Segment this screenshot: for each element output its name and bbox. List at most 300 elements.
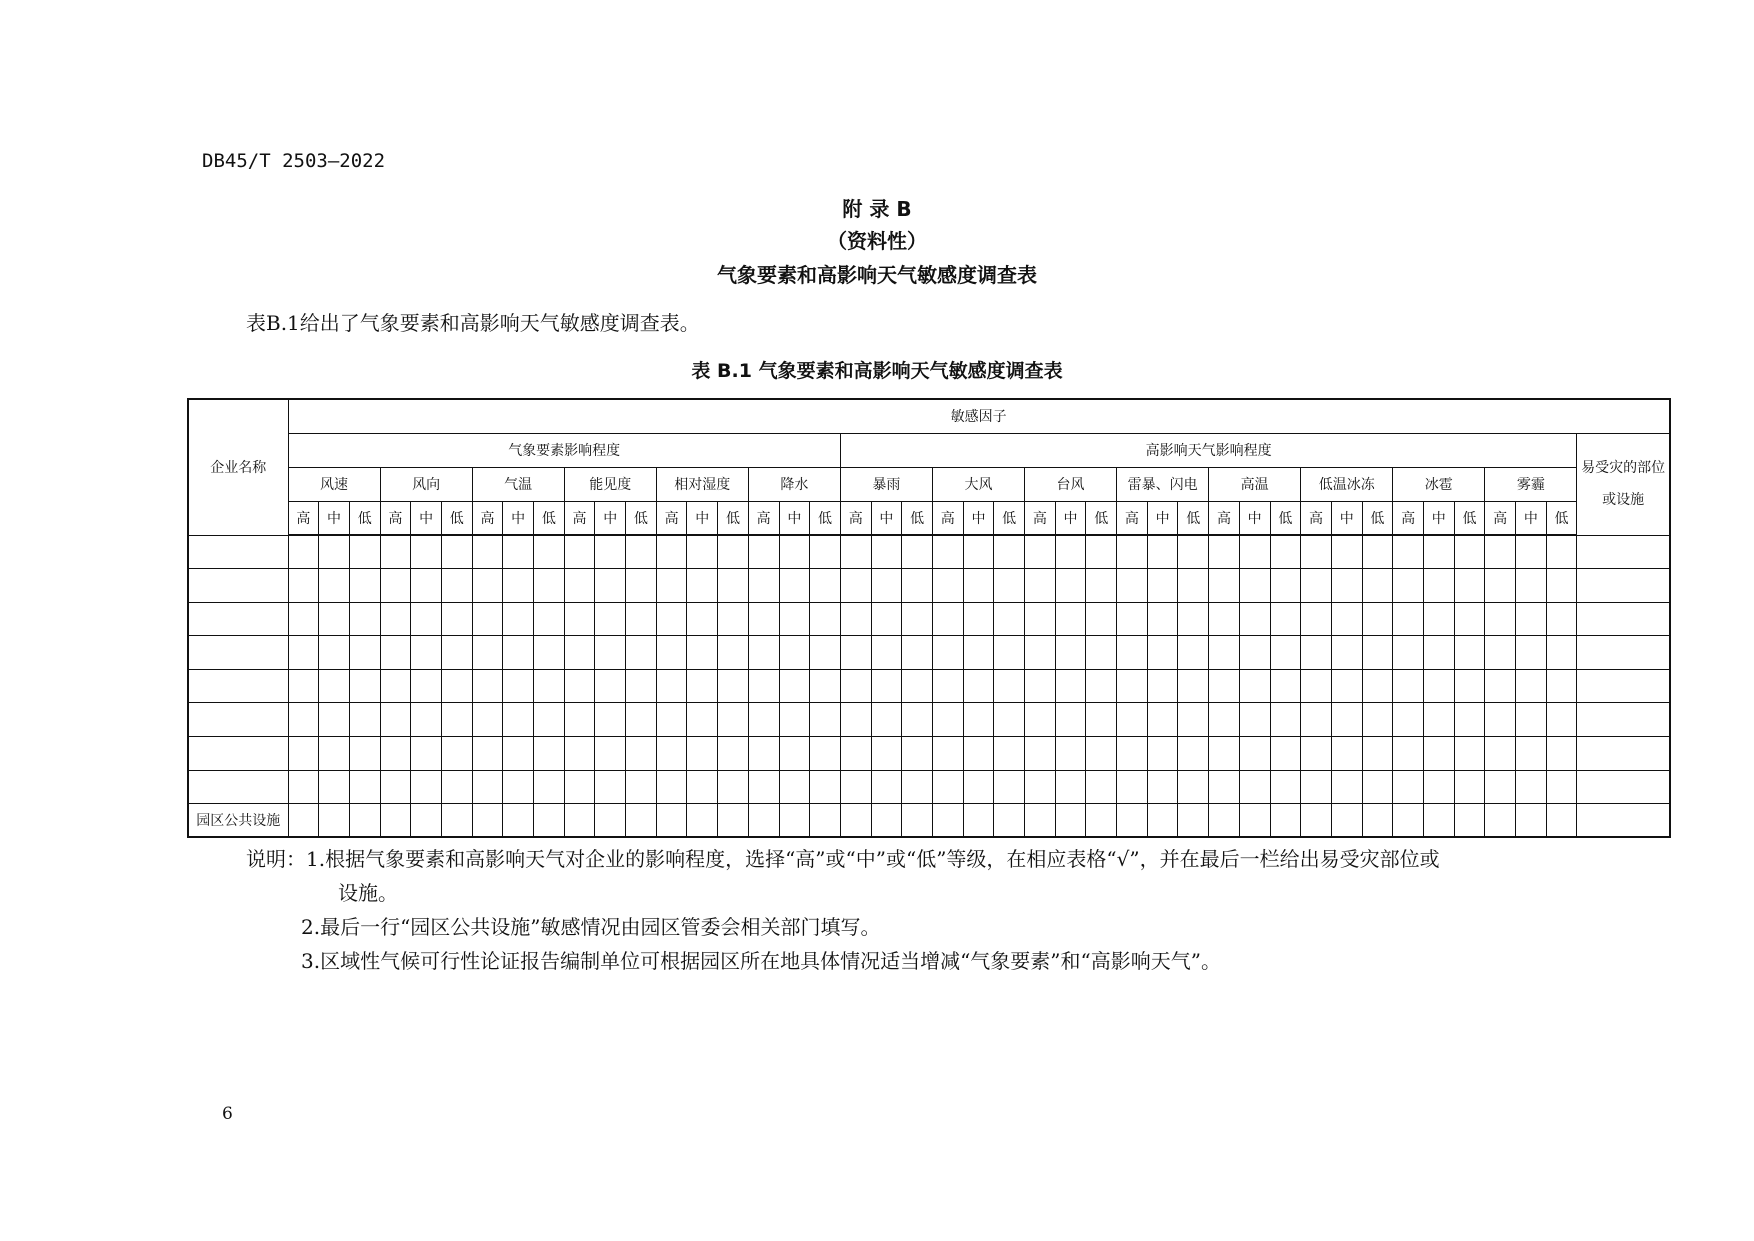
- table-cell: [441, 770, 472, 804]
- table-cell: [748, 669, 779, 703]
- table-cell: [595, 636, 626, 670]
- table-cell: [687, 602, 718, 636]
- table-cell: [1025, 703, 1056, 737]
- table-cell: [1239, 569, 1270, 603]
- company-name-cell: [188, 602, 288, 636]
- table-cell: [1301, 535, 1332, 569]
- table-cell: [1178, 602, 1209, 636]
- table-cell: [503, 535, 534, 569]
- table-cell: [1086, 602, 1117, 636]
- table-cell: [1577, 804, 1670, 838]
- table-cell: [1178, 669, 1209, 703]
- table-cell: [319, 602, 350, 636]
- header-row-levels: [188, 501, 1670, 535]
- level-header: 高: [1117, 501, 1148, 535]
- table-cell: [411, 703, 442, 737]
- table-cell: [595, 535, 626, 569]
- appendix-nature: （资料性）: [827, 229, 927, 253]
- table-cell: [963, 569, 994, 603]
- table-cell: [1147, 535, 1178, 569]
- table-cell: [1301, 636, 1332, 670]
- table-cell: [1577, 703, 1670, 737]
- table-cell: [319, 804, 350, 838]
- table-cell: [349, 804, 380, 838]
- notes-section: [246, 842, 1440, 978]
- table-cell: [1301, 770, 1332, 804]
- table-cell: [349, 770, 380, 804]
- table-cell: [534, 636, 565, 670]
- level-header: 高: [1301, 501, 1332, 535]
- company-name-cell: [188, 535, 288, 569]
- table-cell: [1485, 669, 1516, 703]
- table-row: [188, 535, 1670, 569]
- table-cell: [1025, 669, 1056, 703]
- table-cell: [472, 535, 503, 569]
- table-cell: [902, 636, 933, 670]
- table-cell: [319, 703, 350, 737]
- table-cell: [1362, 804, 1393, 838]
- table-cell: [1055, 770, 1086, 804]
- level-header: 低: [1546, 501, 1577, 535]
- table-cell: [1546, 636, 1577, 670]
- table-cell: [779, 636, 810, 670]
- table-cell: [810, 602, 841, 636]
- page-number: 6: [222, 1104, 233, 1124]
- table-cell: [1423, 804, 1454, 838]
- table-cell: [1209, 804, 1240, 838]
- table-cell: [288, 535, 319, 569]
- table-cell: [441, 703, 472, 737]
- meteo-group-header: 气象要素影响程度: [288, 433, 840, 467]
- table-cell: [595, 669, 626, 703]
- table-cell: [1025, 569, 1056, 603]
- factor-header: 相对湿度: [656, 467, 748, 501]
- level-header: 高: [1393, 501, 1424, 535]
- table-cell: [1577, 669, 1670, 703]
- table-cell: [1055, 602, 1086, 636]
- table-cell: [1331, 669, 1362, 703]
- table-cell: [288, 770, 319, 804]
- table-cell: [1239, 770, 1270, 804]
- table-cell: [718, 602, 749, 636]
- table-cell: [1393, 770, 1424, 804]
- table-cell: [1209, 669, 1240, 703]
- factor-header: 台风: [1025, 467, 1117, 501]
- table-cell: [1147, 569, 1178, 603]
- table-cell: [902, 602, 933, 636]
- table-cell: [810, 569, 841, 603]
- table-cell: [626, 636, 657, 670]
- table-cell: [1577, 636, 1670, 670]
- table-cell: [1393, 569, 1424, 603]
- table-cell: [779, 770, 810, 804]
- table-cell: [902, 569, 933, 603]
- table-cell: [534, 703, 565, 737]
- table-cell: [1025, 804, 1056, 838]
- table-cell: [656, 535, 687, 569]
- table-cell: [1270, 770, 1301, 804]
- table-cell: [1239, 804, 1270, 838]
- table-cell: [902, 669, 933, 703]
- table-cell: [534, 602, 565, 636]
- table-cell: [963, 602, 994, 636]
- table-cell: [1209, 569, 1240, 603]
- table-cell: [1362, 770, 1393, 804]
- level-header: 低: [810, 501, 841, 535]
- table-cell: [1362, 569, 1393, 603]
- table-cell: [1331, 737, 1362, 771]
- table-cell: [810, 804, 841, 838]
- table-caption: 表 B.1 气象要素和高影响天气敏感度调查表: [691, 360, 1063, 382]
- level-header: 中: [1147, 501, 1178, 535]
- table-cell: [1454, 669, 1485, 703]
- table-cell: [994, 703, 1025, 737]
- table-cell: [1117, 602, 1148, 636]
- table-cell: [349, 535, 380, 569]
- table-cell: [1147, 602, 1178, 636]
- table-cell: [656, 703, 687, 737]
- factor-header: 冰雹: [1393, 467, 1485, 501]
- table-cell: [902, 535, 933, 569]
- table-cell: [1117, 636, 1148, 670]
- table-cell: [349, 602, 380, 636]
- level-header: 高: [1209, 501, 1240, 535]
- table-cell: [441, 636, 472, 670]
- table-cell: [1454, 770, 1485, 804]
- table-cell: [1362, 703, 1393, 737]
- table-cell: [380, 804, 411, 838]
- level-header: 高: [656, 501, 687, 535]
- table-cell: [1178, 770, 1209, 804]
- table-cell: [1178, 636, 1209, 670]
- table-cell: [932, 703, 963, 737]
- company-name-cell: [188, 703, 288, 737]
- table-cell: [1178, 804, 1209, 838]
- table-cell: [902, 770, 933, 804]
- level-header: 低: [718, 501, 749, 535]
- table-cell: [288, 636, 319, 670]
- appendix-title: 气象要素和高影响天气敏感度调查表: [717, 263, 1037, 287]
- table-cell: [932, 636, 963, 670]
- table-cell: [411, 804, 442, 838]
- table-cell: [902, 804, 933, 838]
- company-name-cell: [188, 636, 288, 670]
- table-cell: [1239, 669, 1270, 703]
- table-cell: [1270, 602, 1301, 636]
- table-cell: [1577, 770, 1670, 804]
- table-cell: [718, 636, 749, 670]
- table-cell: [1209, 636, 1240, 670]
- table-cell: [380, 703, 411, 737]
- table-cell: [779, 535, 810, 569]
- level-header: 中: [1423, 501, 1454, 535]
- table-cell: [411, 636, 442, 670]
- note-item-3: 3.区域性气候可行性论证报告编制单位可根据园区所在地具体情况适当增减“气象要素”和“高影响天气”。: [301, 949, 1221, 973]
- table-cell: [656, 804, 687, 838]
- company-name-cell: [188, 569, 288, 603]
- table-cell: [963, 737, 994, 771]
- table-cell: [1055, 737, 1086, 771]
- factor-header: 气温: [472, 467, 564, 501]
- table-cell: [1546, 669, 1577, 703]
- table-cell: [994, 669, 1025, 703]
- table-cell: [779, 669, 810, 703]
- table-cell: [1454, 703, 1485, 737]
- table-cell: [779, 703, 810, 737]
- table-cell: [1516, 770, 1547, 804]
- table-cell: [503, 602, 534, 636]
- appendix-label: 附 录 B: [842, 197, 912, 221]
- table-cell: [1423, 636, 1454, 670]
- table-cell: [748, 535, 779, 569]
- table-cell: [595, 804, 626, 838]
- table-cell: [871, 737, 902, 771]
- table-cell: [1117, 569, 1148, 603]
- level-header: 中: [1331, 501, 1362, 535]
- table-cell: [1117, 804, 1148, 838]
- table-cell: [564, 669, 595, 703]
- table-cell: [503, 737, 534, 771]
- table-cell: [994, 569, 1025, 603]
- table-cell: [349, 737, 380, 771]
- table-cell: [1362, 535, 1393, 569]
- table-cell: [687, 636, 718, 670]
- sensitivity-survey-table: [187, 398, 1671, 838]
- table-cell: [595, 703, 626, 737]
- table-cell: [994, 737, 1025, 771]
- notes-prefix: 说明：: [246, 847, 306, 871]
- table-cell: [932, 770, 963, 804]
- level-header: 高: [840, 501, 871, 535]
- table-cell: [1270, 535, 1301, 569]
- table-cell: [1147, 636, 1178, 670]
- table-cell: [441, 669, 472, 703]
- table-cell: [840, 804, 871, 838]
- table-cell: [441, 804, 472, 838]
- table-cell: [288, 737, 319, 771]
- table-cell: [932, 602, 963, 636]
- note-item-1: [246, 842, 1440, 876]
- table-cell: [626, 804, 657, 838]
- standard-code: DB45/T 2503—2022: [202, 150, 386, 172]
- level-header: 高: [1025, 501, 1056, 535]
- table-cell: [1209, 770, 1240, 804]
- factor-header: 暴雨: [840, 467, 932, 501]
- level-header: 中: [1516, 501, 1547, 535]
- level-header: 低: [994, 501, 1025, 535]
- table-cell: [687, 669, 718, 703]
- table-cell: [1239, 602, 1270, 636]
- table-cell: [595, 770, 626, 804]
- table-cell: [411, 569, 442, 603]
- table-cell: [1055, 703, 1086, 737]
- table-cell: [534, 569, 565, 603]
- table-cell: [1516, 636, 1547, 670]
- table-cell: [840, 636, 871, 670]
- table-cell: [534, 669, 565, 703]
- table-cell: [1546, 703, 1577, 737]
- table-cell: [963, 535, 994, 569]
- level-header: 中: [1055, 501, 1086, 535]
- table-cell: [1209, 535, 1240, 569]
- level-header: 中: [411, 501, 442, 535]
- table-cell: [1301, 703, 1332, 737]
- table-cell: [411, 737, 442, 771]
- level-header: 中: [319, 501, 350, 535]
- table-cell: [1546, 602, 1577, 636]
- company-name-cell: [188, 770, 288, 804]
- table-cell: [871, 602, 902, 636]
- table-cell: [810, 535, 841, 569]
- level-header: 低: [534, 501, 565, 535]
- table-cell: [810, 669, 841, 703]
- table-cell: [932, 669, 963, 703]
- table-cell: [1516, 569, 1547, 603]
- table-cell: [1516, 669, 1547, 703]
- table-cell: [380, 535, 411, 569]
- table-cell: [626, 602, 657, 636]
- table-cell: [1147, 703, 1178, 737]
- table-cell: [1086, 804, 1117, 838]
- table-cell: [748, 770, 779, 804]
- table-cell: [687, 569, 718, 603]
- table-row: [188, 737, 1670, 771]
- table-cell: [411, 602, 442, 636]
- table-cell: [718, 770, 749, 804]
- table-cell: [595, 737, 626, 771]
- table-row: [188, 636, 1670, 670]
- factor-header: 雾霾: [1485, 467, 1577, 501]
- table-cell: [564, 636, 595, 670]
- table-cell: [871, 535, 902, 569]
- table-cell: [1086, 737, 1117, 771]
- table-cell: [1270, 669, 1301, 703]
- table-row: [188, 770, 1670, 804]
- note-item-2: 2.最后一行“园区公共设施”敏感情况由园区管委会相关部门填写。: [301, 915, 881, 939]
- table-cell: [840, 569, 871, 603]
- table-cell: [748, 737, 779, 771]
- table-cell: [748, 569, 779, 603]
- level-header: 低: [1086, 501, 1117, 535]
- table-cell: [1147, 669, 1178, 703]
- table-cell: [1025, 602, 1056, 636]
- table-cell: [1546, 535, 1577, 569]
- table-cell: [1423, 535, 1454, 569]
- table-cell: [319, 535, 350, 569]
- table-cell: [932, 569, 963, 603]
- table-cell: [1025, 770, 1056, 804]
- table-cell: [1331, 602, 1362, 636]
- table-cell: [288, 804, 319, 838]
- table-cell: [1546, 804, 1577, 838]
- table-cell: [626, 703, 657, 737]
- table-cell: [1209, 602, 1240, 636]
- table-cell: [503, 569, 534, 603]
- table-cell: [1423, 703, 1454, 737]
- table-cell: [779, 737, 810, 771]
- table-cell: [1209, 703, 1240, 737]
- table-cell: [718, 569, 749, 603]
- table-cell: [411, 669, 442, 703]
- table-cell: [1331, 804, 1362, 838]
- table-cell: [534, 770, 565, 804]
- table-cell: [994, 804, 1025, 838]
- table-cell: [810, 770, 841, 804]
- factor-header: 低温冰冻: [1301, 467, 1393, 501]
- table-cell: [871, 703, 902, 737]
- level-header: 高: [288, 501, 319, 535]
- factor-header: 高温: [1209, 467, 1301, 501]
- table-cell: [963, 636, 994, 670]
- note-1-text: 1.根据气象要素和高影响天气对企业的影响程度，选择“高”或“中”或“低”等级，在相应表格“√”，并在最后一栏给出易受灾部位或: [306, 847, 1440, 871]
- table-cell: [1423, 602, 1454, 636]
- table-cell: [1331, 770, 1362, 804]
- table-row: [188, 602, 1670, 636]
- public-facilities-row: [188, 804, 1670, 838]
- table-cell: [840, 535, 871, 569]
- table-cell: [1270, 804, 1301, 838]
- factor-header: 降水: [748, 467, 840, 501]
- company-name-cell: [188, 737, 288, 771]
- vulnerable-facility-header: 易受灾的部位或设施: [1577, 433, 1670, 535]
- table-cell: [963, 703, 994, 737]
- table-cell: [564, 535, 595, 569]
- table-cell: [656, 669, 687, 703]
- table-cell: [1178, 569, 1209, 603]
- table-cell: [626, 770, 657, 804]
- level-header: 低: [1178, 501, 1209, 535]
- level-header: 高: [1485, 501, 1516, 535]
- table-cell: [779, 804, 810, 838]
- table-cell: [810, 703, 841, 737]
- table-cell: [1117, 737, 1148, 771]
- table-cell: [472, 669, 503, 703]
- level-header: 低: [1454, 501, 1485, 535]
- table-cell: [871, 804, 902, 838]
- table-cell: [871, 669, 902, 703]
- header-row-factors: [188, 467, 1670, 501]
- factor-header: 能见度: [564, 467, 656, 501]
- table-cell: [718, 669, 749, 703]
- table-cell: [1086, 535, 1117, 569]
- table-cell: [840, 703, 871, 737]
- table-cell: [1423, 669, 1454, 703]
- table-cell: [288, 602, 319, 636]
- table-cell: [1362, 669, 1393, 703]
- table-cell: [503, 804, 534, 838]
- table-cell: [871, 770, 902, 804]
- table-cell: [963, 804, 994, 838]
- table-cell: [1485, 770, 1516, 804]
- table-cell: [748, 804, 779, 838]
- table-cell: [1454, 737, 1485, 771]
- table-cell: [1516, 602, 1547, 636]
- table-cell: [319, 737, 350, 771]
- table-cell: [718, 535, 749, 569]
- note-item-1-continued: 设施。: [338, 881, 398, 905]
- level-header: 高: [932, 501, 963, 535]
- table-cell: [1485, 703, 1516, 737]
- table-cell: [349, 703, 380, 737]
- table-cell: [810, 636, 841, 670]
- company-name-cell: [188, 669, 288, 703]
- table-cell: [902, 737, 933, 771]
- table-cell: [871, 569, 902, 603]
- table-cell: [1055, 636, 1086, 670]
- table-cell: [1147, 804, 1178, 838]
- table-cell: [319, 636, 350, 670]
- table-cell: [687, 770, 718, 804]
